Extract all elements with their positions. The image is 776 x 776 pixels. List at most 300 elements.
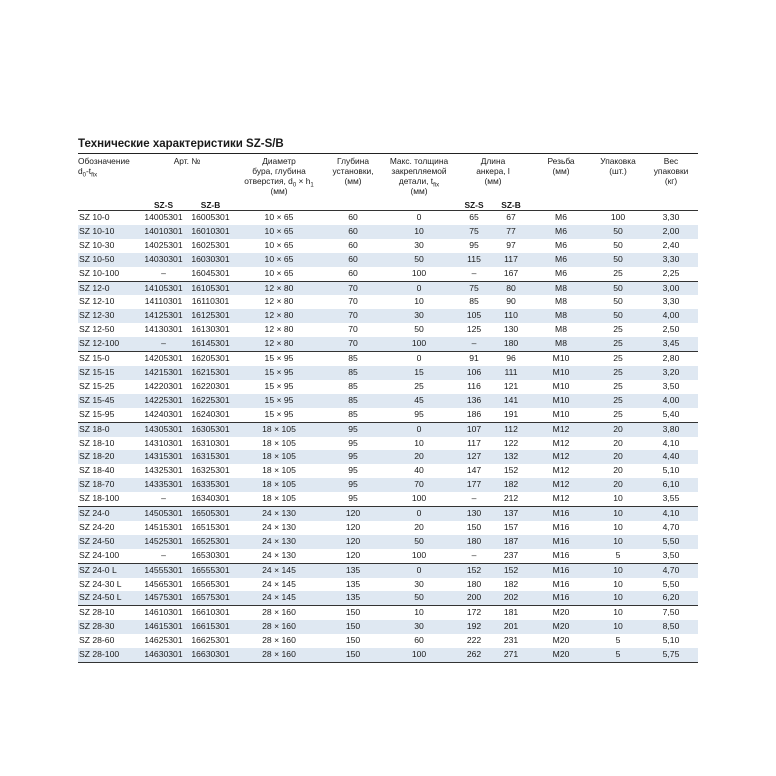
- table-cell: 16530301: [191, 549, 230, 560]
- table-cell: M16: [530, 591, 592, 605]
- table-cell: 25: [613, 324, 623, 335]
- table-cell: 202: [492, 591, 530, 605]
- table-cell: 65: [469, 212, 479, 222]
- table-cell: M12: [552, 465, 570, 476]
- table-row: [78, 648, 698, 662]
- table-cell: 152: [492, 563, 530, 577]
- table-cell: 16335301: [187, 478, 234, 492]
- table-cell: 28 × 160: [262, 635, 296, 646]
- table-cell: 132: [492, 450, 530, 464]
- table-cell: 117: [467, 437, 481, 448]
- table-cell: 45: [382, 394, 456, 408]
- table-cell: M8: [530, 337, 592, 351]
- table-cell: 0: [382, 352, 456, 366]
- header-length: Длина анкера, l (мм): [456, 154, 530, 197]
- table-cell: 14515301: [144, 521, 183, 532]
- table-cell: 0: [382, 563, 456, 577]
- table-cell: 16310301: [191, 437, 230, 448]
- table-cell: 212: [503, 493, 519, 504]
- table-cell: M16: [530, 535, 592, 549]
- table-cell: 85: [348, 380, 358, 391]
- table-row: [78, 492, 698, 506]
- table-cell: 80: [492, 281, 530, 295]
- table-cell: 60: [324, 225, 382, 239]
- table-cell: 137: [492, 507, 530, 521]
- table-cell: 70: [324, 337, 382, 351]
- table-cell: M8: [555, 324, 567, 335]
- table-cell: 231: [503, 635, 519, 646]
- table-cell: SZ 15-45: [78, 394, 140, 408]
- table-cell: 6,10: [644, 478, 698, 492]
- table-cell: 15 × 95: [234, 366, 324, 380]
- table-cell: M6: [530, 253, 592, 267]
- table-cell: 10: [382, 606, 456, 620]
- table-cell: 70: [348, 324, 358, 335]
- table-cell: SZ 12-0: [78, 281, 140, 295]
- table-cell: 10: [592, 620, 644, 634]
- table-cell: M16: [552, 549, 570, 560]
- table-cell: 85: [469, 296, 479, 307]
- table-cell: 24 × 145: [234, 591, 324, 605]
- table-cell: 50: [382, 591, 456, 605]
- subheader-length-szb: SZ-B: [501, 200, 521, 210]
- table-cell: 60: [414, 635, 424, 646]
- table-cell: 107: [456, 422, 492, 436]
- table-cell: 135: [324, 563, 382, 577]
- table-cell: 222: [466, 635, 482, 646]
- table-cell: 130: [456, 507, 492, 521]
- table-row: [78, 437, 698, 451]
- table-cell: 18 × 105: [234, 478, 324, 492]
- table-cell: SZ 10-0: [79, 212, 110, 222]
- table-cell: 95: [324, 422, 382, 436]
- table-cell: SZ 24-20: [79, 521, 115, 532]
- table-cell: 262: [456, 648, 492, 662]
- table-cell: 50: [592, 281, 644, 295]
- table-cell: M10: [530, 394, 592, 408]
- table-cell: 182: [492, 478, 530, 492]
- table-cell: M20: [530, 606, 592, 620]
- table-cell: SZ 10-50: [78, 253, 140, 267]
- table-cell: 172: [456, 606, 492, 620]
- table-cell: 14305301: [140, 422, 187, 436]
- table-cell: 25: [613, 267, 623, 278]
- table-cell: 5: [615, 635, 621, 646]
- table-cell: 60: [348, 267, 358, 278]
- table-cell: 135: [345, 578, 361, 589]
- table-cell: SZ 10-30: [79, 239, 115, 250]
- table-cell: 60: [348, 239, 358, 250]
- table-row: [78, 478, 698, 492]
- table-cell: –: [456, 337, 492, 351]
- table-cell: 14025301: [144, 239, 183, 250]
- table-cell: 85: [324, 366, 382, 380]
- table-cell: 177: [456, 478, 492, 492]
- table-cell: M12: [530, 450, 592, 464]
- table-cell: 14315301: [140, 450, 187, 464]
- table-cell: 10: [592, 563, 644, 577]
- table-cell: 14220301: [144, 380, 183, 391]
- table-cell: 3,50: [662, 380, 680, 391]
- table-cell: M12: [552, 493, 570, 504]
- table-cell: 10 × 65: [264, 267, 294, 278]
- table-cell: 25: [613, 380, 623, 391]
- table-cell: 5,10: [662, 465, 680, 476]
- table-cell: 14310301: [144, 437, 183, 448]
- table-cell: 3,30: [644, 253, 698, 267]
- table-cell: 111: [492, 366, 530, 380]
- table-cell: SZ 10-10: [78, 225, 140, 239]
- table-cell: 12 × 80: [234, 337, 324, 351]
- table-cell: 14575301: [140, 591, 187, 605]
- table-cell: 180: [492, 337, 530, 351]
- table-cell: 14130301: [144, 324, 183, 335]
- table-cell: M12: [530, 422, 592, 436]
- table-cell: 16145301: [187, 337, 234, 351]
- table-cell: 105: [456, 309, 492, 323]
- table-cell: –: [471, 493, 477, 504]
- table-cell: 150: [324, 620, 382, 634]
- table-cell: 100: [411, 493, 427, 504]
- table-cell: 20: [592, 450, 644, 464]
- table-cell: 28 × 160: [234, 648, 324, 662]
- table-cell: 4,70: [662, 521, 680, 532]
- table-cell: SZ 28-30: [78, 620, 140, 634]
- table-cell: 2,50: [662, 324, 680, 335]
- table-row: [78, 521, 698, 535]
- table-row: [78, 507, 698, 521]
- table-cell: 20: [613, 465, 623, 476]
- table-cell: 95: [324, 478, 382, 492]
- table-cell: –: [471, 549, 477, 560]
- table-cell: 157: [503, 521, 519, 532]
- table-cell: 2,00: [644, 225, 698, 239]
- table-cell: 152: [456, 563, 492, 577]
- table-cell: 10: [414, 296, 424, 307]
- table-cell: 14335301: [140, 478, 187, 492]
- table-row: [78, 578, 698, 592]
- table-cell: SZ 15-25: [79, 380, 115, 391]
- table-cell: SZ 18-20: [78, 450, 140, 464]
- table-cell: 95: [414, 408, 424, 419]
- table-cell: 25: [592, 394, 644, 408]
- table-cell: 70: [324, 309, 382, 323]
- table-cell: 120: [345, 549, 361, 560]
- table-cell: 271: [492, 648, 530, 662]
- table-cell: 16205301: [187, 352, 234, 366]
- table-cell: 3,30: [662, 296, 680, 307]
- table-cell: 24 × 145: [234, 563, 324, 577]
- table-cell: 10 × 65: [264, 212, 294, 222]
- table-cell: M20: [552, 635, 570, 646]
- table-cell: 121: [503, 380, 519, 391]
- table-cell: 14555301: [140, 563, 187, 577]
- table-cell: 4,40: [644, 450, 698, 464]
- table-cell: 16125301: [187, 309, 234, 323]
- table-cell: 14615301: [140, 620, 187, 634]
- table-cell: 60: [324, 253, 382, 267]
- table-cell: 100: [610, 212, 626, 222]
- table-cell: 14525301: [140, 535, 187, 549]
- table-cell: SZ 15-95: [79, 408, 115, 419]
- table-cell: 7,50: [644, 606, 698, 620]
- table-row: [78, 422, 698, 436]
- table-cell: 15 × 95: [234, 352, 324, 366]
- table-cell: 16555301: [187, 563, 234, 577]
- table-cell: 150: [345, 635, 361, 646]
- table-cell: 85: [324, 394, 382, 408]
- header-weight: Вес упаковки (кг): [644, 154, 698, 197]
- table-cell: M16: [530, 507, 592, 521]
- table-cell: SZ 12-10: [79, 296, 115, 307]
- table-cell: 50: [592, 309, 644, 323]
- table-cell: 25: [592, 366, 644, 380]
- table-cell: 16305301: [187, 422, 234, 436]
- table-cell: 50: [592, 253, 644, 267]
- table-cell: 85: [348, 408, 358, 419]
- table-cell: 40: [414, 465, 424, 476]
- table-cell: 14505301: [140, 507, 187, 521]
- table-cell: 10: [592, 591, 644, 605]
- table-cell: 14105301: [140, 281, 187, 295]
- table-row: [78, 464, 698, 478]
- table-cell: M6: [555, 212, 567, 222]
- table-cell: 100: [411, 549, 427, 560]
- table-cell: 14565301: [144, 578, 183, 589]
- table-cell: 127: [456, 450, 492, 464]
- header-row: [78, 154, 698, 197]
- table-cell: SZ 24-50: [78, 535, 140, 549]
- table-cell: M10: [552, 408, 570, 419]
- table-cell: 95: [348, 493, 358, 504]
- table-cell: 16005301: [191, 212, 230, 222]
- table-cell: –: [471, 267, 477, 278]
- table-cell: 70: [382, 478, 456, 492]
- table-row: [78, 394, 698, 408]
- table-cell: 115: [456, 253, 492, 267]
- table-cell: 50: [382, 535, 456, 549]
- table-cell: 95: [469, 239, 479, 250]
- table-cell: 120: [345, 521, 361, 532]
- table-cell: 180: [466, 578, 482, 589]
- table-cell: 16240301: [191, 408, 230, 419]
- table-cell: 16565301: [191, 578, 230, 589]
- table-cell: M12: [552, 437, 570, 448]
- table-cell: 16030301: [187, 253, 234, 267]
- table-cell: 16625301: [191, 635, 230, 646]
- table-row: [78, 408, 698, 422]
- table-cell: 3,80: [644, 422, 698, 436]
- table-cell: 28 × 160: [234, 606, 324, 620]
- table-cell: 100: [382, 337, 456, 351]
- table-cell: 14010301: [140, 225, 187, 239]
- table-cell: 16575301: [187, 591, 234, 605]
- table-cell: 135: [324, 591, 382, 605]
- table-cell: 18 × 105: [262, 437, 296, 448]
- table-row: [78, 591, 698, 605]
- table-cell: SZ 10-100: [79, 267, 120, 278]
- table-cell: 97: [506, 239, 516, 250]
- table-cell: M10: [530, 352, 592, 366]
- table-cell: 91: [456, 352, 492, 366]
- table-cell: SZ 28-60: [79, 635, 115, 646]
- header-depth: Глубина установки, (мм): [324, 154, 382, 197]
- table-cell: SZ 12-100: [78, 337, 140, 351]
- table-cell: 125: [466, 324, 482, 335]
- table-cell: SZ 18-10: [79, 437, 115, 448]
- table-cell: 16315301: [187, 450, 234, 464]
- table-cell: 2,40: [662, 239, 680, 250]
- table-cell: 201: [492, 620, 530, 634]
- table-cell: SZ 15-15: [78, 366, 140, 380]
- table-cell: 192: [456, 620, 492, 634]
- table-cell: SZ 28-10: [78, 606, 140, 620]
- table-cell: 14125301: [140, 309, 187, 323]
- header-thickness: Макс. толщина закрепляемой детали, $t_{fix}$ (мм): [382, 154, 456, 197]
- table-cell: 14205301: [140, 352, 187, 366]
- table-cell: SZ 18-70: [78, 478, 140, 492]
- table-row: [78, 620, 698, 634]
- table-cell: 10 × 65: [234, 253, 324, 267]
- table-cell: –: [140, 337, 187, 351]
- table-cell: 3,30: [662, 212, 680, 222]
- table-cell: –: [161, 493, 166, 504]
- table-cell: 24 × 130: [262, 521, 296, 532]
- header-thread: Резьба (мм): [530, 154, 592, 197]
- table-cell: 16130301: [191, 324, 230, 335]
- table-cell: M20: [530, 620, 592, 634]
- specs-table: [78, 153, 698, 663]
- table-cell: 20: [592, 478, 644, 492]
- table-cell: 30: [414, 239, 424, 250]
- table-cell: 25: [592, 337, 644, 351]
- header-art: Арт. №: [140, 154, 234, 197]
- table-cell: 18 × 105: [234, 450, 324, 464]
- table-cell: 110: [492, 309, 530, 323]
- table-cell: 0: [382, 422, 456, 436]
- table-cell: 90: [506, 296, 516, 307]
- table-cell: 60: [348, 212, 358, 222]
- table-cell: 12 × 80: [264, 296, 294, 307]
- table-cell: 10: [382, 225, 456, 239]
- table-cell: 2,80: [644, 352, 698, 366]
- table-cell: 30: [382, 309, 456, 323]
- table-cell: 12 × 80: [234, 309, 324, 323]
- table-cell: 14325301: [144, 465, 183, 476]
- table-cell: 122: [503, 437, 519, 448]
- table-cell: 10: [613, 521, 623, 532]
- table-cell: 2,25: [662, 267, 680, 278]
- table-cell: 112: [492, 422, 530, 436]
- table-cell: M8: [530, 309, 592, 323]
- table-cell: 95: [324, 450, 382, 464]
- table-cell: 70: [324, 281, 382, 295]
- table-cell: M20: [530, 648, 592, 662]
- table-cell: 150: [324, 606, 382, 620]
- table-cell: 25: [592, 352, 644, 366]
- table-cell: 96: [492, 352, 530, 366]
- table-cell: 50: [592, 225, 644, 239]
- table-cell: 3,55: [662, 493, 680, 504]
- table-cell: –: [161, 267, 166, 278]
- table-cell: 150: [324, 648, 382, 662]
- table-cell: 20: [382, 450, 456, 464]
- table-cell: 16515301: [191, 521, 230, 532]
- table-cell: SZ 24-0 L: [78, 563, 140, 577]
- table-cell: 5,75: [644, 648, 698, 662]
- table-cell: 28 × 160: [234, 620, 324, 634]
- table-cell: SZ 24-100: [79, 549, 120, 560]
- table-cell: 117: [492, 253, 530, 267]
- table-cell: M8: [530, 281, 592, 295]
- table-cell: 25: [613, 408, 623, 419]
- table-row: [78, 450, 698, 464]
- table-cell: 20: [592, 422, 644, 436]
- table-cell: 14610301: [140, 606, 187, 620]
- table-cell: SZ 12-50: [79, 324, 115, 335]
- table-cell: 14240301: [144, 408, 183, 419]
- table-cell: 50: [613, 239, 623, 250]
- table-cell: 15 × 95: [264, 380, 294, 391]
- table-cell: 3,50: [662, 549, 680, 560]
- table-cell: 95: [348, 465, 358, 476]
- table-cell: 14005301: [144, 212, 183, 222]
- table-cell: 16010301: [187, 225, 234, 239]
- table-row: [78, 295, 698, 309]
- table-row: [78, 606, 698, 620]
- table-cell: 150: [466, 521, 482, 532]
- table-cell: 4,70: [644, 563, 698, 577]
- table-cell: 100: [411, 267, 427, 278]
- table-cell: 4,00: [644, 309, 698, 323]
- table-cell: 186: [466, 408, 482, 419]
- table-cell: 24 × 130: [234, 535, 324, 549]
- table-cell: 24 × 145: [262, 578, 296, 589]
- table-cell: 4,10: [644, 507, 698, 521]
- table-cell: 16325301: [191, 465, 230, 476]
- table-row: [78, 535, 698, 549]
- table-cell: 18 × 105: [262, 465, 296, 476]
- table-cell: 106: [456, 366, 492, 380]
- table-cell: 16525301: [187, 535, 234, 549]
- subheader-szb: SZ-B: [200, 200, 221, 210]
- table-cell: 182: [503, 578, 519, 589]
- table-cell: 116: [467, 380, 481, 391]
- table-row: [78, 309, 698, 323]
- table-cell: M12: [530, 478, 592, 492]
- table-cell: 3,20: [644, 366, 698, 380]
- subheader-length-szs: SZ-S: [464, 200, 484, 210]
- table-cell: SZ 18-100: [79, 493, 120, 504]
- table-cell: 16045301: [191, 267, 230, 278]
- table-cell: 14625301: [144, 635, 183, 646]
- table-cell: 16225301: [187, 394, 234, 408]
- table-body: [78, 211, 698, 663]
- table-cell: 5,50: [644, 535, 698, 549]
- table-cell: 75: [456, 225, 492, 239]
- table-cell: M16: [552, 578, 570, 589]
- table-cell: 50: [382, 253, 456, 267]
- table-cell: 100: [382, 648, 456, 662]
- table-row: [78, 337, 698, 351]
- table-cell: 16505301: [187, 507, 234, 521]
- table-cell: 120: [324, 535, 382, 549]
- table-cell: 10: [592, 535, 644, 549]
- table-row: [78, 225, 698, 239]
- table-cell: 14225301: [140, 394, 187, 408]
- table-cell: 20: [414, 521, 424, 532]
- table-cell: 16220301: [191, 380, 230, 391]
